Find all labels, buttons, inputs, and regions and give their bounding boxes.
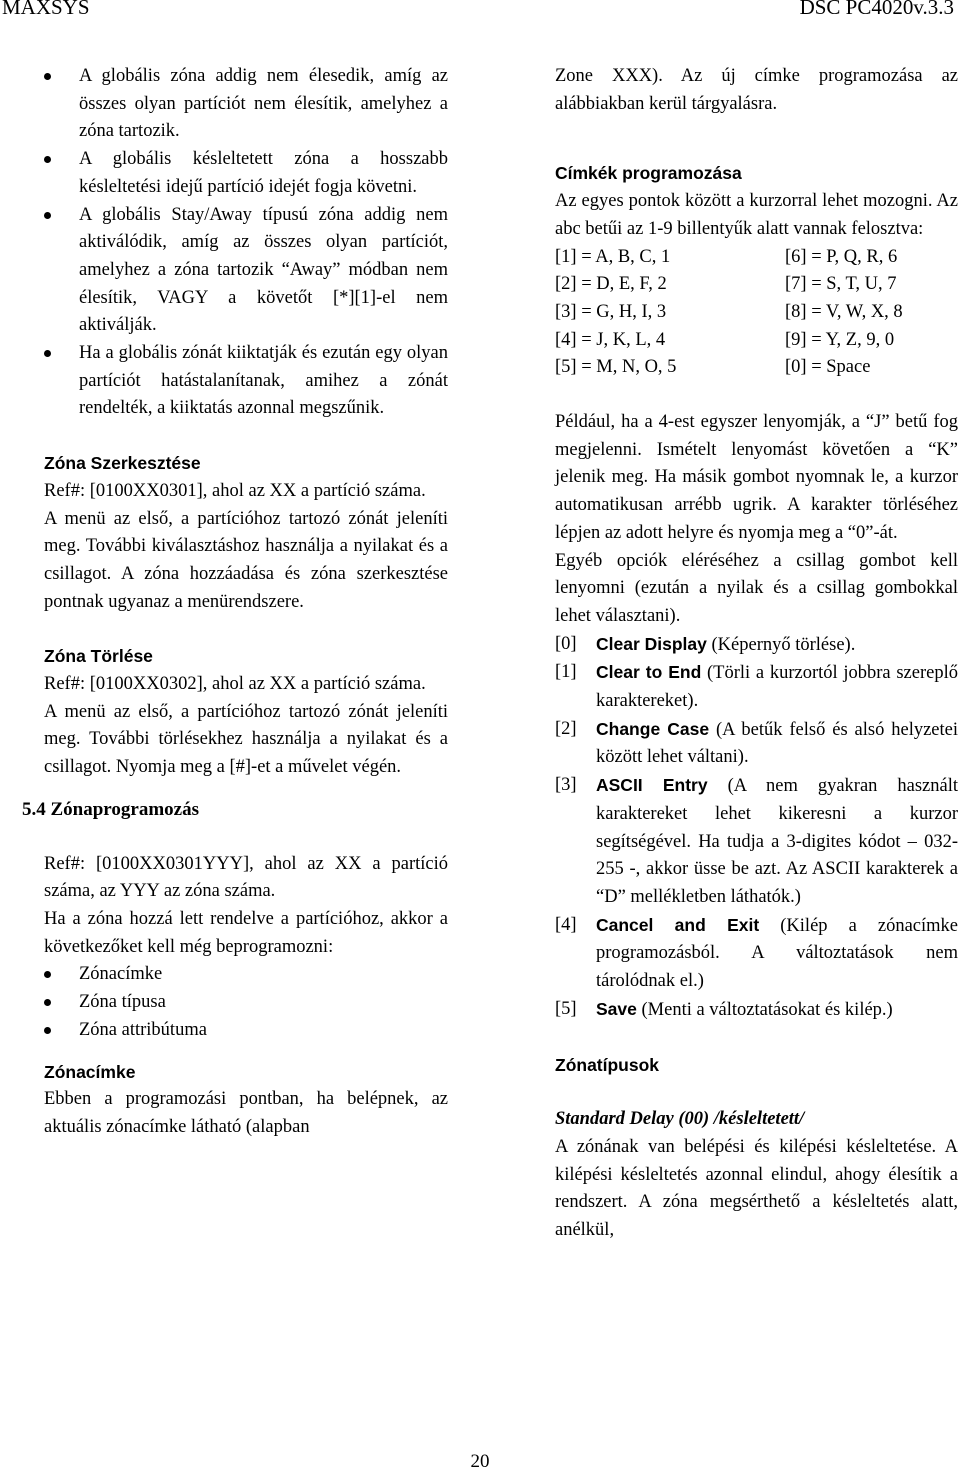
option-desc: (Menti a változtatásokat és kilép.) [636, 999, 893, 1020]
keymap-cell: [0] = Space [785, 357, 871, 378]
right-column [555, 63, 958, 1245]
keymap-cell: [7] = S, T, U, 7 [785, 274, 897, 295]
keymap-cell: [6] = P, Q, R, 6 [785, 246, 898, 267]
delete-body: A menü az első, a partícióhoz tartozó zónát jeleníti meg. További törlésekhez használja a nyilakat és a csillagot. Nyomja meg a [#]-et a művelet végén. [44, 701, 448, 778]
list-item: Zóna attribútuma [44, 1017, 448, 1045]
option-key: [4] [555, 914, 577, 935]
heading-zone-types: Zónatípusok [555, 1054, 660, 1075]
option-name: Save [596, 998, 637, 1019]
option-desc: (Képernyő törlése). [706, 634, 856, 655]
option-item [555, 912, 958, 996]
option-key: [2] [555, 718, 577, 739]
option-desc: (Kilép a zónacímke programozásból. A változtatások nem tárolódnak el.) [596, 915, 958, 992]
option-key: [5] [555, 998, 577, 1019]
list-item: A globális késleltetett zóna a hosszabb késleltetési idejű partíció idejét fogja követni. [44, 146, 448, 201]
list-item: A globális Stay/Away típusú zóna addig nem aktiválódik, amíg az összes olyan partíciót, amelyhez a zóna tartozik “Away” módban nem élesítik, VAGY a követőt [*][1]-el nem aktiválják. [44, 202, 448, 341]
zp-body: Ha a zóna hozzá lett rendelve a partícióhoz, akkor a következőket kell még beprogramozni: [44, 908, 448, 957]
left-column [22, 63, 448, 1142]
option-desc: (Törli a kurzortól jobbra szereplő karaktereket). [596, 663, 958, 712]
keymap-cell: [4] = J, K, L, 4 [555, 329, 666, 350]
option-item [555, 659, 958, 715]
keymap-cell: [2] = D, E, F, 2 [555, 274, 667, 295]
label-intro: Az egyes pontok között a kurzorral lehet mozogni. Az abc betűi az 1-9 billentyűk alatt vannak felosztva: [555, 191, 958, 239]
keymap-table [555, 244, 958, 383]
list-item: A globális zóna addig nem élesedik, amíg az összes olyan partíciót nem élesítik, amelyhez a zóna tartozik. [44, 63, 448, 146]
zp-ref: Ref#: [0100XX0301YYY], ahol az XX a partíció száma, az YYY az zóna száma. [44, 853, 448, 902]
edit-body: A menü az első, a partícióhoz tartozó zónát jeleníti meg. További kiválasztáshoz használja a nyilakat és a csillagot. A zóna hozzáadása és zóna szerkesztése pontnak ugyanaz a menürendszere. [44, 508, 448, 612]
label-body: Ebben a programozási pontban, ha belépnek, az aktuális zónacímke látható (alapban [44, 1089, 448, 1137]
option-key: [3] [555, 775, 577, 796]
heading-label-programming: Címkék programozása [555, 163, 742, 184]
header-right: DSC PC4020v.3.3 [799, 0, 954, 19]
header-left: MAXSYS [2, 0, 90, 19]
option-name: Clear Display [596, 633, 707, 654]
option-key: [0] [555, 633, 577, 654]
list-item: Ha a globális zónát kiiktatják és ezután egy olyan partíciót hatástalanítanak, amihez a zónát rendelték, a kiiktatás azonnal megszűnik. [44, 340, 448, 423]
option-item [555, 716, 958, 772]
heading-zone-label: Zónacímke [44, 1061, 136, 1082]
standard-delay-body: A zónának van belépési és kilépési késleltetése. A kilépési késleltetés azonnal elindul, ahogy élesítik a rendszert. A zóna megsérthető a késleltetés alatt, anélkül, [555, 1136, 958, 1241]
heading-standard-delay: Standard Delay (00) /késleltetett/ [555, 1109, 805, 1130]
option-item [555, 996, 958, 1025]
option-desc: (A betűk felső és alsó helyzetei között lehet váltani). [596, 719, 958, 768]
keymap-cell: [1] = A, B, C, 1 [555, 246, 671, 267]
example-text: Például, ha a 4-est egyszer lenyomják, a “J” betű fog megjelenni. Ismételt lenyomást követően a “K” jelenik meg. Ha másik gombot nyomnak le, a kurzor automatikusan arrébb ugrik. A karakter törléséhez lépjen az adott helyre és nyomja meg a “0”-át. [555, 412, 958, 543]
delete-ref: Ref#: [0100XX0302], ahol az XX a partíció száma. [44, 674, 426, 695]
edit-ref: Ref#: [0100XX0301], ahol az XX a partíció száma. [44, 480, 426, 501]
option-item [555, 772, 958, 912]
option-key: [1] [555, 662, 577, 683]
section-title: 5.4 Zónaprogramozás [22, 798, 199, 820]
heading-zone-delete: Zóna Törlése [44, 646, 153, 667]
option-name: Clear to End [596, 662, 702, 683]
option-item [555, 631, 958, 660]
keymap-cell: [3] = G, H, I, 3 [555, 301, 667, 322]
keymap-cell: [8] = V, W, X, 8 [785, 301, 903, 322]
keymap-cell: [5] = M, N, O, 5 [555, 357, 677, 378]
option-name: ASCII Entry [596, 775, 708, 796]
continuation-text: Zone XXX). Az új címke programozása az alábbiakban kerül tárgyalásra. [555, 66, 958, 114]
heading-zone-edit: Zóna Szerkesztése [44, 453, 201, 474]
option-name: Cancel and Exit [596, 914, 760, 935]
page-number: 20 [470, 1451, 490, 1472]
other-options-text: Egyéb opciók eléréséhez a csillag gombot kell lenyomni (ezután a nyilak és a csillag gombokkal lehet választani). [555, 550, 958, 626]
list-item: Zónacímke [44, 961, 448, 989]
keymap-cell: [9] = Y, Z, 9, 0 [785, 329, 895, 350]
option-desc: (A nem gyakran használt karaktereket lehet kikeresni a kurzor segítségével. Ha tudja a 3-digites kódot – 032-255 -, akkor üsse be azt. Az ASCII karakterek a “D” mellékletben láthatók.) [596, 776, 958, 907]
option-name: Change Case [596, 718, 710, 739]
list-item: Zóna típusa [44, 989, 448, 1017]
